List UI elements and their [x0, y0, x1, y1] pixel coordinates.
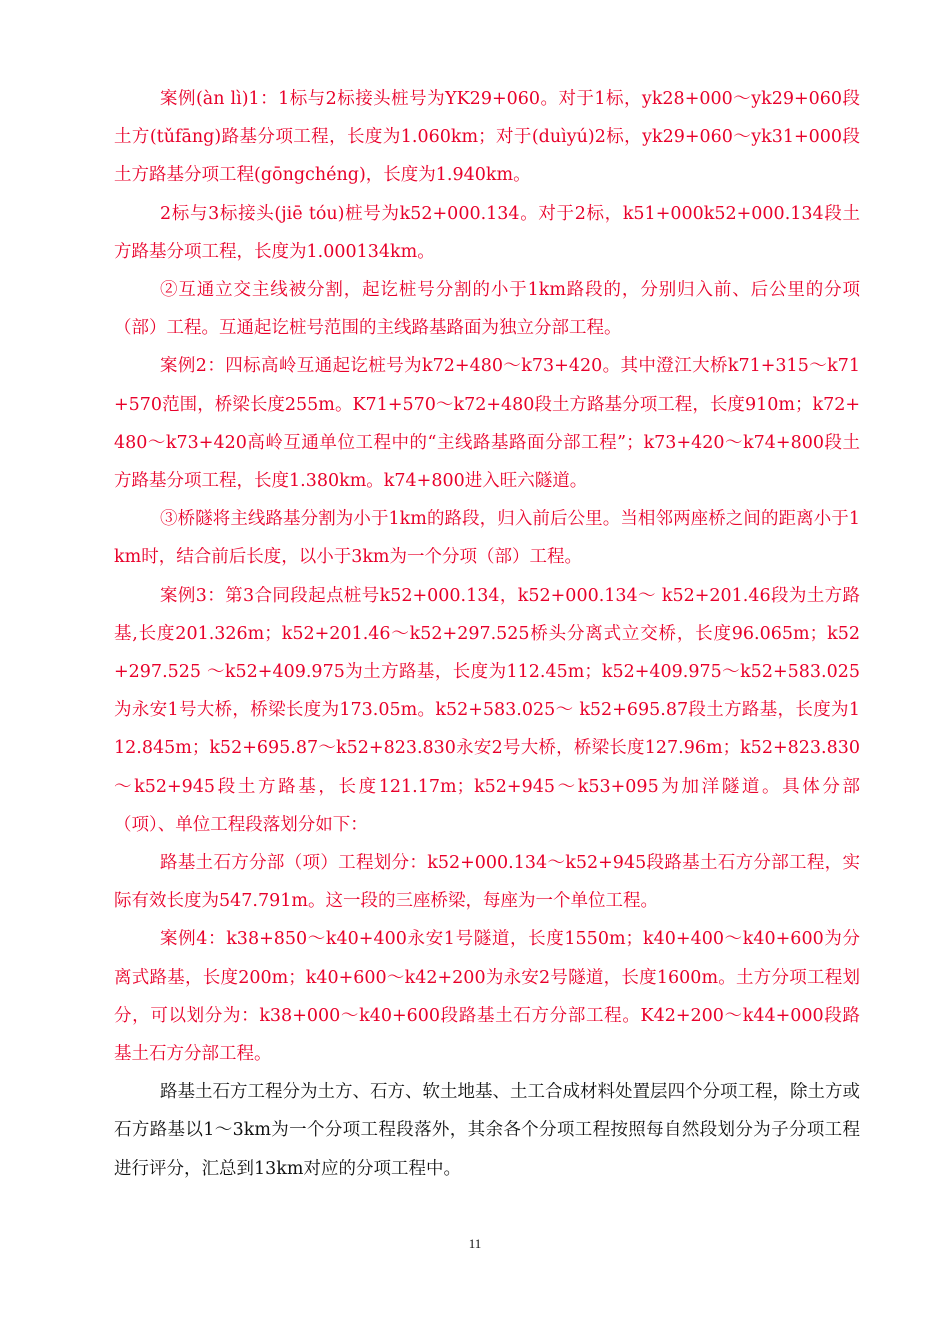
paragraph-case-1-continued: 2标与3标接头(jiē tóu)桩号为k52+000.134。对于2标，k51+000k52+000.134段土方路基分项工程，长度为1.000134km。	[114, 203, 860, 262]
paragraph-rule-3: ③桥隧将主线路基分割为小于1km的路段，归入前后公里。当相邻两座桥之间的距离小于1km时，结合前后长度，以小于3km为一个分项（部）工程。	[114, 509, 860, 568]
page-number: 11	[468, 1236, 482, 1251]
paragraph-rule-2: ②互通立交主线被分割，起讫桩号分割的小于1km路段的，分别归入前、后公里的分项（部）工程。互通起讫桩号范围的主线路基路面为独立分部工程。	[114, 280, 860, 339]
document-body	[114, 80, 860, 1188]
paragraph-case-1: 案例(àn lì)1：1标与2标接头桩号为YK29+060。对于1标，yk28+000～yk29+060段土方(tǔfāng)路基分项工程，长度为1.060km；对于(duìyú)2标，yk29+060～yk31+000段土方路基分项工程(gōngchéng)，长度为1.940km。	[114, 89, 860, 186]
paragraph-case-4: 案例4：k38+850～k40+400永安1号隧道，长度1550m；k40+400～k40+600为分离式路基，长度200m；k40+600～k42+200为永安2号隧道，长度1600m。土方分项工程划分，可以划分为：k38+000～k40+600段路基土石方分部工程。K42+200～k44+000段路基土石方分部工程。	[114, 929, 860, 1065]
paragraph-case-2: 案例2：四标高岭互通起讫桩号为k72+480～k73+420。其中澄江大桥k71+315～k71+570范围，桥梁长度255m。K71+570～k72+480段土方路基分项工程，长度910m；k72+480～k73+420高岭互通单位工程中的“主线路基路面分部工程”；k73+420～k74+800段土方路基分项工程，长度1.380km。k74+800进入旺六隧道。	[114, 356, 860, 492]
paragraph-division: 路基土石方分部（项）工程划分：k52+000.134～k52+945段路基土石方分部工程，实际有效长度为547.791m。这一段的三座桥梁，每座为一个单位工程。	[114, 853, 860, 912]
paragraph-case-3: 案例3：第3合同段起点桩号k52+000.134，k52+000.134～ k52+201.46段为土方路基,长度201.326m；k52+201.46～k52+297.525桥头分离式立交桥，长度96.065m；k52+297.525 ～k52+409.975为土方路基，长度为112.45m；k52+409.975～k52+583.025为永安1号大桥，桥梁长度为173.05m。k52+583.025～ k52+695.87段土方路基，长度为112.845m；k52+695.87～k52+823.830永安2号大桥，桥梁长度127.96m；k52+823.830～k52+945段土方路基，长度121.17m；k52+945～k53+095为加洋隧道。具体分部（项）、单位工程段落划分如下：	[114, 585, 860, 835]
paragraph-summary: 路基土石方工程分为土方、石方、软土地基、土工合成材料处置层四个分项工程，除土方或石方路基以1～3km为一个分项工程段落外，其余各个分项工程按照每自然段划分为子分项工程进行评分，汇总到13km对应的分项工程中。	[114, 1082, 860, 1179]
